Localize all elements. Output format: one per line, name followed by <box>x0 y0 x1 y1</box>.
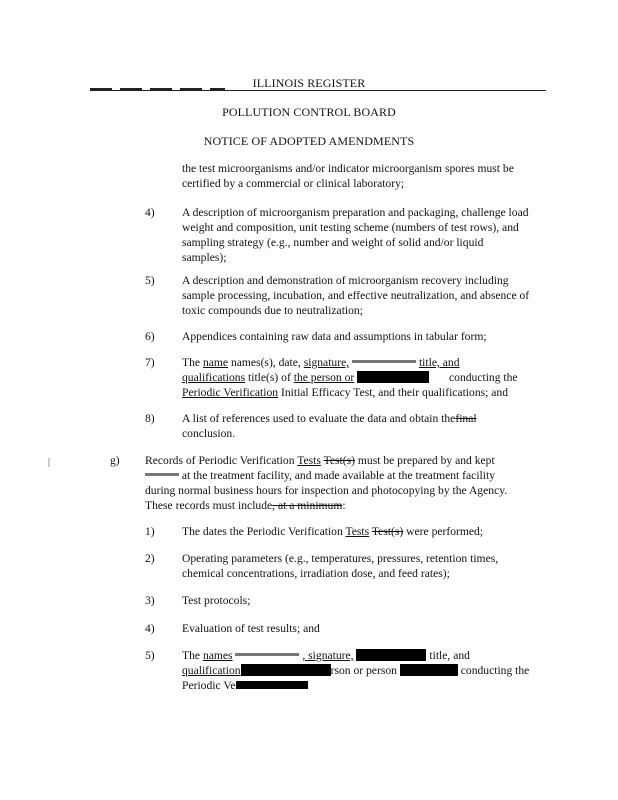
record-1-inserted: Tests <box>345 525 370 538</box>
record-2-number: 2) <box>145 552 155 565</box>
item-6-number: 6) <box>145 330 155 343</box>
item-7-text: Initial Efficacy Test, and their qualifications; and <box>280 386 508 399</box>
item-7-number: 7) <box>145 356 155 369</box>
item-7-text: The <box>182 356 201 369</box>
record-3-number: 3) <box>145 594 155 607</box>
item-5-line-2: sample processing, incubation, and effective neutralization, and absence of <box>182 289 530 302</box>
item-7-line-2 <box>182 371 518 386</box>
item-7-inserted: signature, <box>303 356 350 369</box>
item-8-line-2: conclusion. <box>182 427 236 440</box>
item-8-number: 8) <box>145 412 155 425</box>
section-g-text: These records must include <box>145 499 273 512</box>
item-8-deleted: final <box>455 412 477 425</box>
record-5-number: 5) <box>145 649 155 662</box>
item-7-text: names(s), date, <box>230 356 301 369</box>
record-2-line-2: chemical concentrations, irradiation dose, and feed rates); <box>182 567 450 580</box>
section-g-line-4 <box>145 499 346 514</box>
record-5-text: conducting the <box>460 664 530 677</box>
record-1-number: 1) <box>145 525 155 538</box>
record-5-line-1 <box>182 649 470 664</box>
smudge-mark <box>352 360 416 363</box>
item-5-line-3: toxic compounds due to neutralization; <box>182 304 363 317</box>
section-g-deleted: Test(s) <box>323 454 355 467</box>
item-8-line-1 <box>182 412 477 427</box>
notice-title: NOTICE OF ADOPTED AMENDMENTS <box>203 134 415 148</box>
record-5-text: The <box>182 649 201 662</box>
item-7-inserted: qualifications <box>182 371 246 384</box>
item-5-number: 5) <box>145 274 155 287</box>
record-4-line-1: Evaluation of test results; and <box>182 622 320 635</box>
section-g-line-3: during normal business hours for inspection and photocopying by the Agency. <box>145 484 508 497</box>
redaction-block <box>356 649 426 661</box>
smudge-mark <box>145 473 179 476</box>
continuation-line-1: the test microorganisms and/or indicator microorganism spores must be <box>182 162 514 175</box>
item-4-line-3: sampling strategy (e.g., number and weight of solid and/or liquid <box>182 236 484 249</box>
record-5-text: Periodic Ve <box>182 679 236 692</box>
record-5-inserted: names <box>202 649 233 662</box>
item-7-inserted: the person or <box>293 371 355 384</box>
section-g-text: must be prepared by and kept <box>357 454 495 467</box>
section-g-deleted: , at a minimum <box>272 499 343 512</box>
register-title: ILLINOIS REGISTER <box>252 76 366 90</box>
margin-mark <box>48 458 50 467</box>
record-5-inserted: qualification <box>182 664 241 677</box>
section-g-text: Records of Periodic Verification <box>145 454 295 467</box>
item-4-line-1: A description of microorganism preparation and packaging, challenge load <box>182 206 529 219</box>
record-1-line-1 <box>182 525 483 540</box>
item-7-text: title(s) of <box>248 371 291 384</box>
record-1-text: were performed; <box>406 525 484 538</box>
redaction-block <box>400 664 458 676</box>
section-g-line-2 <box>145 469 495 484</box>
record-5-line-2 <box>182 664 529 679</box>
item-7-inserted: title, and <box>418 356 460 369</box>
item-4-line-2: weight and composition, unit testing scheme (numbers of test rows), and <box>182 221 519 234</box>
item-7-inserted: name <box>202 356 229 369</box>
item-7-text: conducting the <box>449 371 518 384</box>
section-g-inserted: Tests <box>297 454 321 467</box>
record-2-line-1: Operating parameters (e.g., temperatures, pressures, retention times, <box>182 552 499 565</box>
item-4-number: 4) <box>145 206 155 219</box>
item-7-line-3 <box>182 386 508 401</box>
item-5-line-1: A description and demonstration of microorganism recovery including <box>182 274 509 287</box>
continuation-line-2: certified by a commercial or clinical laboratory; <box>182 177 405 190</box>
item-8-text: A list of references used to evaluate the data and obtain the <box>182 412 456 425</box>
section-g-line-1 <box>145 454 495 469</box>
section-g-number: g) <box>110 454 120 467</box>
record-5-line-3 <box>182 679 308 694</box>
section-g-text: : <box>342 499 346 512</box>
record-3-line-1: Test protocols; <box>182 594 251 607</box>
redaction-block <box>241 664 331 676</box>
record-5-text: rson or person <box>330 664 397 677</box>
item-7-line-1 <box>182 356 460 371</box>
section-g-text: at the treatment facility, and made available at the treatment facility <box>181 469 496 482</box>
redaction-block <box>357 371 429 383</box>
item-6-line-1: Appendices containing raw data and assumptions in tabular form; <box>182 330 487 343</box>
board-title: POLLUTION CONTROL BOARD <box>222 105 396 119</box>
item-7-inserted: Periodic Verification <box>182 386 279 399</box>
record-5-text: title, and <box>429 649 470 662</box>
record-5-inserted: , signature, <box>302 649 354 662</box>
smudge-mark <box>235 653 299 656</box>
record-4-number: 4) <box>145 622 155 635</box>
redaction-block <box>236 681 308 689</box>
item-4-line-4: samples); <box>182 251 227 264</box>
record-1-deleted: Test(s) <box>371 525 404 538</box>
record-1-text: The dates the Periodic Verification <box>182 525 343 538</box>
